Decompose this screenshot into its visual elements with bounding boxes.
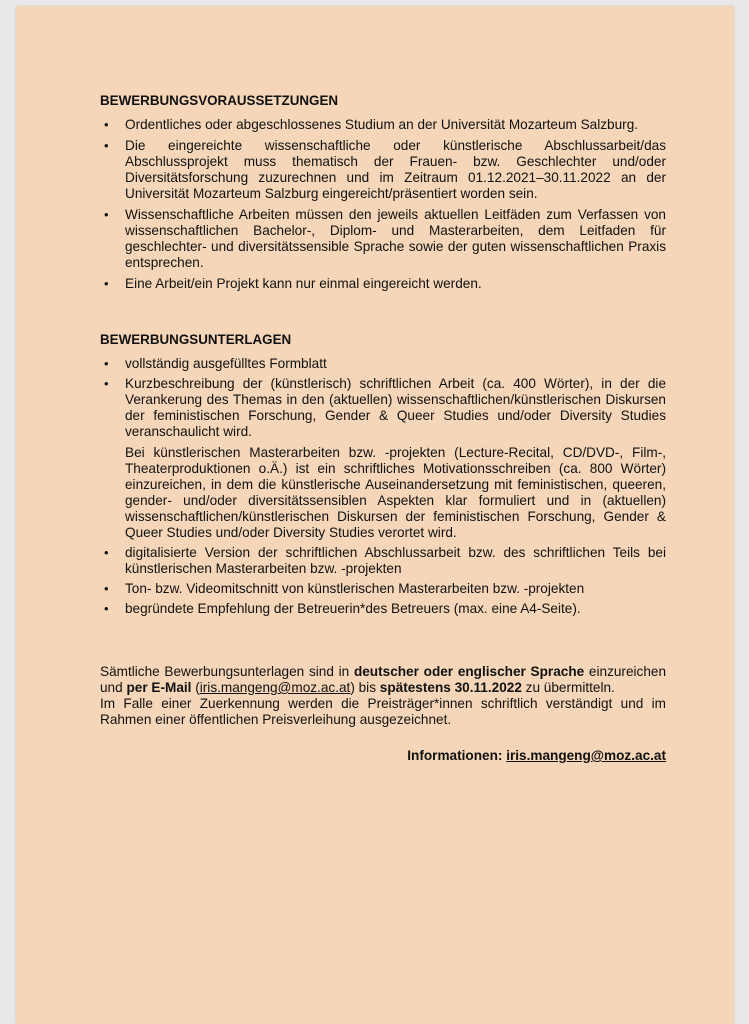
requirements-list [100, 117, 666, 292]
submission-email-link[interactable]: iris.mangeng@moz.ac.at [199, 680, 351, 695]
submission-paragraph [100, 664, 666, 696]
contact-email-link[interactable]: iris.mangeng@moz.ac.at [506, 748, 666, 763]
language-requirement: deutscher oder englischer Sprache [353, 664, 585, 679]
submission-section [100, 664, 666, 728]
text-fragment: einzureichen und [100, 664, 667, 695]
document-content [100, 93, 666, 764]
list-item: • Eine Arbeit/ein Projekt kann nur einmal eingereicht werden. [100, 276, 666, 292]
text-fragment: ) bis [350, 680, 380, 695]
text-fragment: Sämtliche Bewerbungsunterlagen sind in [100, 664, 354, 679]
documents-list [100, 356, 666, 617]
requirements-heading: BEWERBUNGSVORAUSSETZUNGEN [100, 93, 339, 108]
list-item: • Ton- bzw. Videomitschnitt von künstlerischen Masterarbeiten bzw. -projekten [100, 581, 666, 597]
document-page [16, 6, 734, 1024]
email-requirement: per E-Mail [126, 680, 192, 695]
list-item [100, 376, 666, 541]
documents-section [100, 332, 666, 617]
list-item: • begründete Empfehlung der Betreuerin*des Betreuers (max. eine A4-Seite). [100, 601, 666, 617]
documents-heading: BEWERBUNGSUNTERLAGEN [100, 332, 292, 347]
list-item: • Die eingereichte wissenschaftliche oder künstlerische Abschlussarbeit/das Abschlussprojekt muss thematisch der Frauen- bzw. Geschlechter und/oder Diversitätsforschung zuzurechnen und im Zeitraum 01.12.2021–30.11.2022 an der Universität Mozarteum Salzburg eingereicht/präsentiert worden sein. [100, 138, 666, 202]
contact-label: Informationen: [407, 748, 507, 763]
requirements-section [100, 93, 666, 292]
award-notice: Im Falle einer Zuerkennung werden die Preisträger*innen schriftlich verständigt und im Rahmen einer öffentlichen Preisverleihung ausgezeichnet. [100, 696, 666, 727]
text-fragment: zu übermitteln. [521, 680, 615, 695]
text-fragment: ( [191, 680, 200, 695]
list-item-text: • Kurzbeschreibung der (künstlerisch) schriftlichen Arbeit (ca. 400 Wörter), in der die Verankerung des Themas in den (aktuellen) wissenschaftlichen/künstlerischen Diskursen der feministischen Forschung, Gender & Queer Studies und/oder Diversity Studies veranschaulicht wird. [125, 376, 666, 439]
deadline-date: 30.11.2022 [454, 680, 522, 695]
list-item: • Wissenschaftliche Arbeiten müssen den jeweils aktuellen Leitfäden zum Verfassen von wissenschaftlichen Bachelor-, Diplom- und Masterarbeiten, dem Leitfaden für geschlechter- und diversitätssensible Sprache sowie der guten wissenschaftlichen Praxis entsprechen. [100, 207, 666, 271]
list-item: • Ordentliches oder abgeschlossenes Studium an der Universität Mozarteum Salzburg. [100, 117, 666, 133]
list-item-subtext: Bei künstlerischen Masterarbeiten bzw. -projekten (Lecture-Recital, CD/DVD-, Film-, Theaterproduktionen o.Ä.) ist ein schriftliches Motivationsschreiben (ca. 800 Wörter) einzureichen, in dem die künstlerische Auseinandersetzung mit feministischen, queeren, gender- und/oder diversitätssensiblen Aspekten klar formuliert und in (aktuellen) wissenschaftlichen/künstlerischen Diskursen der feministischen Forschung, Gender & Queer Studies und/oder Diversity Studies verortet wird. [125, 445, 666, 540]
list-item: • vollständig ausgefülltes Formblatt [100, 356, 666, 372]
list-item: • digitalisierte Version der schriftlichen Abschlussarbeit bzw. des schriftlichen Teils bei künstlerischen Masterarbeiten bzw. -projekten [100, 545, 666, 577]
deadline-word: spätestens [379, 680, 451, 695]
contact-info [100, 748, 666, 764]
